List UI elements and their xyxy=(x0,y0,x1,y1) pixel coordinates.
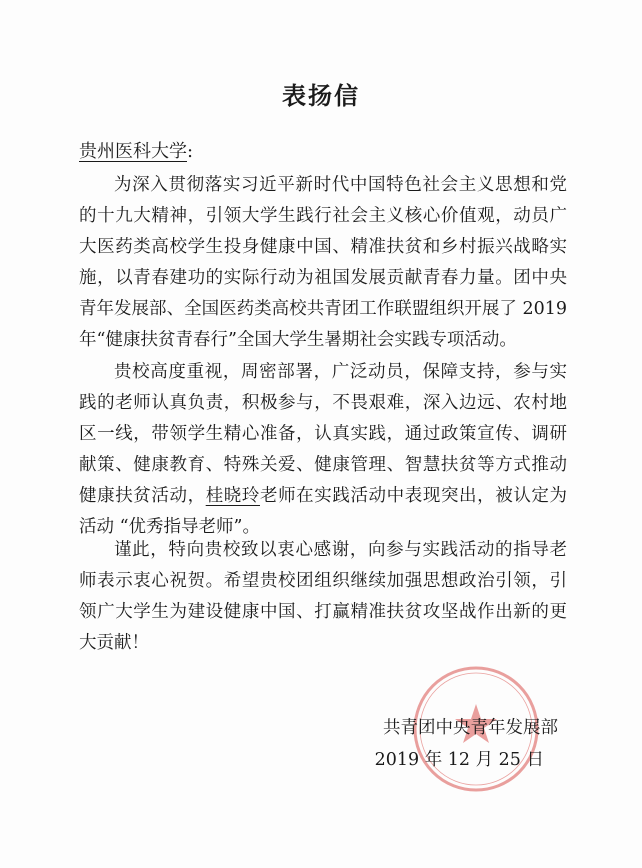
recipient-colon: : xyxy=(187,141,194,162)
paragraph-2 xyxy=(79,357,567,543)
signature-organization: 共青团中央青年发展部 xyxy=(383,718,558,738)
recipient-name: 贵州医科大学 xyxy=(79,141,187,162)
paragraph-2-start: 贵校高度重视，周密部署，广泛动员，保障支持，参与实践的老师认真负责，积极参与，不畏艰难，深入边远、农村地区一线，带领学生精心准备，认真实践，通过政策宣传、调研献策、健康教育、特殊关爱、健康管理、智慧扶贫等方式推动健康扶贫活动， xyxy=(79,362,567,506)
letter-title: 表扬信 xyxy=(282,81,360,110)
signature-date: 2019 年 12 月 25 日 xyxy=(374,750,544,770)
paragraph-1: 为深入贯彻落实习近平新时代中国特色社会主义思想和党的十九大精神，引领大学生践行社会主义核心价值观，动员广大医药类高校学生投身健康中国、精准扶贫和乡村振兴战略实施，以青春建功的实际行动为祖国发展贡献青春力量。团中央青年发展部、全国医药类高校共青团工作联盟组织开展了 2019 年“健康扶贫青春行”全国大学生暑期社会实践专项活动。 xyxy=(79,175,567,350)
salutation xyxy=(79,140,193,164)
paragraph-2-end: 老师在实践活动中表现突出，被认定为活动 “优秀指导老师”。 xyxy=(79,486,568,537)
teacher-name: 桂晓玲 xyxy=(205,486,260,506)
paragraph-3: 谨此，特向贵校致以衷心感谢，向参与实践活动的指导老师表示衷心祝贺。希望贵校团组织继续加强思想政治引领，引领广大学生为建设健康中国、打赢精准扶贫攻坚战作出新的更大贡献！ xyxy=(79,540,567,653)
